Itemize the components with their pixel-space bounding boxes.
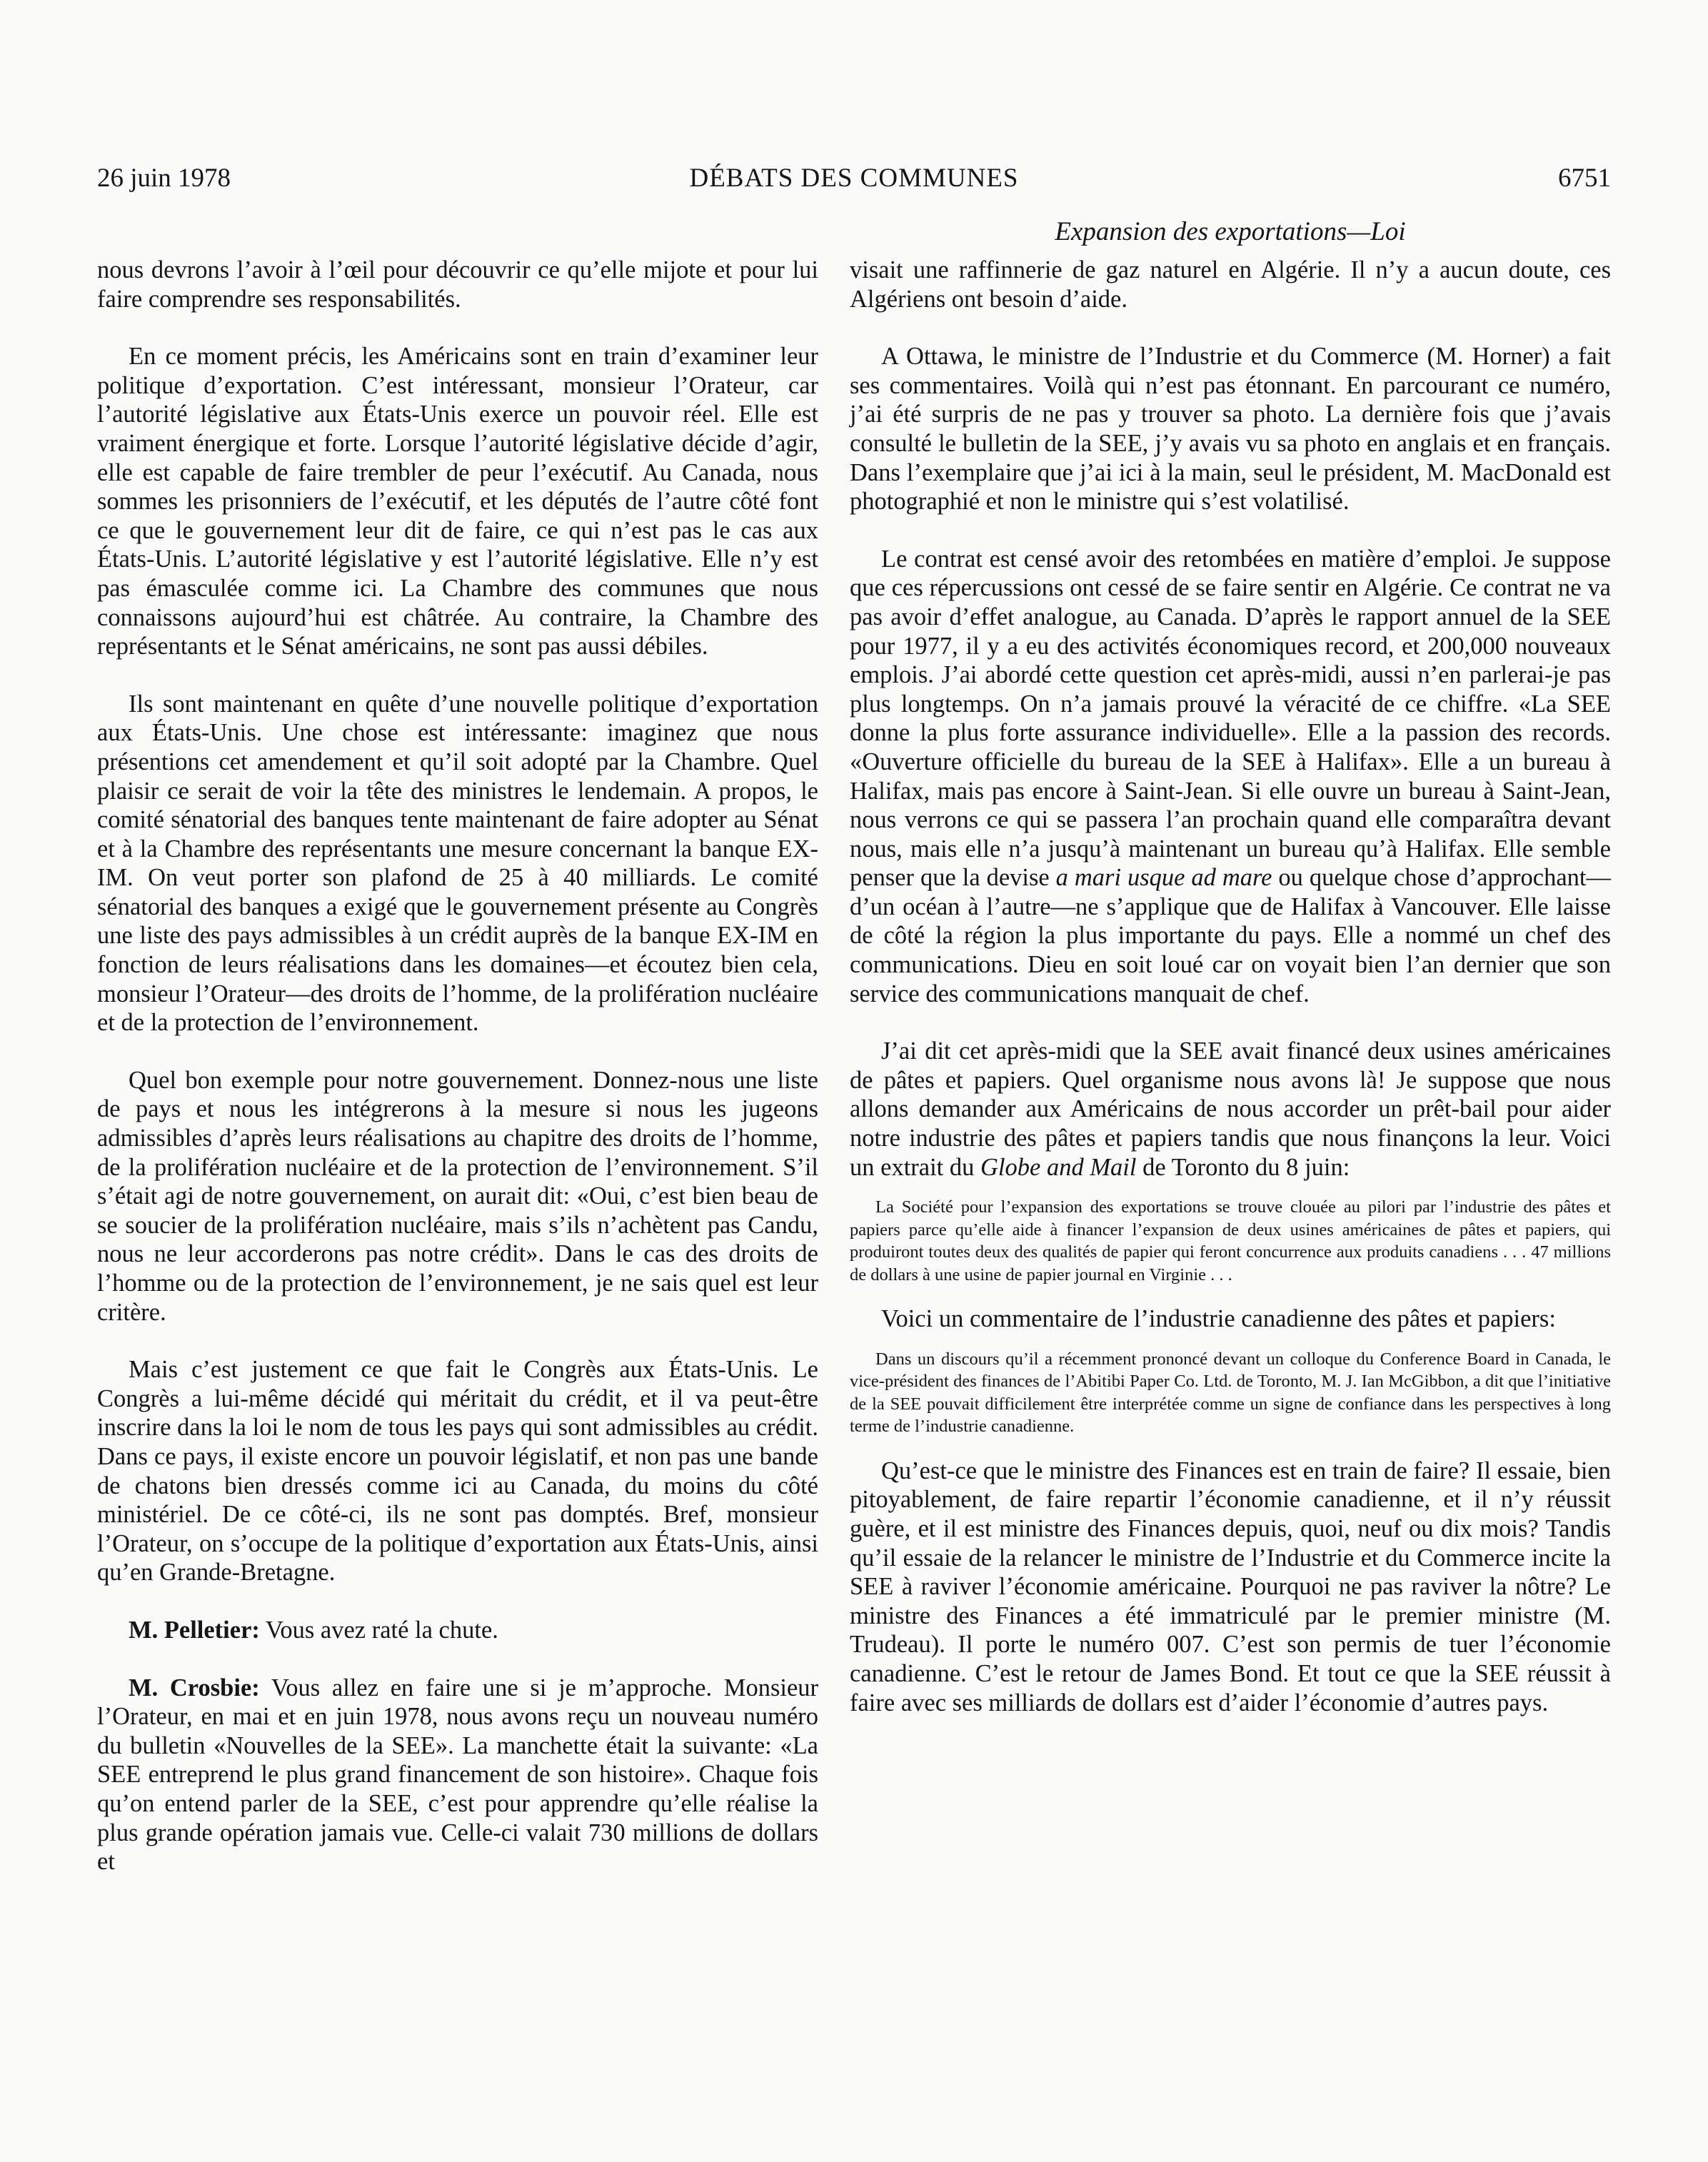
paragraph: A Ottawa, le ministre de l’Industrie et du Commerce (M. Horner) a fait ses commentaires. Voilà qui n’est pas étonnant. En parcourant ce numéro, j’ai été surpris de ne pas y trouver sa photo. La dernière fois que j’avais consulté le bulletin de la SEE, j’y avais vu sa photo en anglais et en français. Dans l’exemplaire que j’ai ici à la main, seul le président, M. MacDonald est photographié et non le ministre qui s’est volatilisé. (850, 343, 1611, 516)
block-quote: La Société pour l’expansion des exportations se trouve clouée au pilori par l’industrie des pâtes et papiers parce qu’elle aide à financer l’expansion de deux usines américaines de pâtes et papiers, qui produiront toutes deux des qualités de papier qui feront concurrence aux produits canadiens . . . 47 millions de dollars à une usine de papier journal en Virginie . . . (850, 1197, 1611, 1284)
header-title: DÉBATS DES COMMUNES (689, 164, 1019, 193)
speech-text: Vous avez raté la chute. (259, 1616, 498, 1644)
speaker-name: M. Crosbie: (129, 1674, 260, 1701)
paragraph: Mais c’est justement ce que fait le Congrès aux États-Unis. Le Congrès a lui-même décidé qui méritait du crédit, et il va peut-être inscrire dans la loi le nom de tous les pays qui sont admissibles au crédit. Dans ce pays, il existe encore un pouvoir législatif, et non pas une bande de chatons bien dressés comme ici au Canada, du moins du côté ministériel. De ce côté-ci, ils ne sont pas domptés. Bref, monsieur l’Orateur, on s’occupe de la politique d’exportation aux États-Unis, ainsi qu’en Grande-Bretagne. (97, 1356, 818, 1587)
speech-paragraph (97, 1674, 818, 1876)
page-header (97, 163, 1611, 198)
left-column (97, 256, 818, 1905)
paragraph: Ils sont maintenant en quête d’une nouvelle politique d’exportation aux États-Unis. Une chose est intéressante: imaginez que nous présentions cet amendement et qu’il soit adopté par la Chambre. Quel plaisir ce serait de voir la tête des ministres le lendemain. A propos, le comité sénatorial des banques tente maintenant de faire adopter au Sénat et à la Chambre des représentants une mesure concernant la banque EX-IM. On veut porter son plafond de 25 à 40 milliards. Le comité sénatorial des banques a exigé que le gouvernement présente au Congrès une liste des pays admissibles à un crédit auprès de la banque EX-IM en fonction de leurs réalisations dans les domaines—et écoutez bien cela, monsieur l’Orateur—des droits de l’homme, de la prolifération nucléaire et de la protection de l’environnement. (97, 690, 818, 1037)
paragraph-text: de Toronto du 8 juin: (1136, 1153, 1350, 1181)
paragraph: En ce moment précis, les Américains sont en train d’examiner leur politique d’exportation. C’est intéressant, monsieur l’Orateur, car l’autorité législative aux États-Unis exerce un pouvoir réel. Elle est vraiment énergique et forte. Lorsque l’autorité législative décide d’agir, elle est capable de faire trembler de peur l’exécutif. Au Canada, nous sommes les prisonniers de l’exécutif, et les députés de l’autre côté font ce que le gouvernement leur dit de faire, ce qui n’est pas le cas aux États-Unis. L’autorité législative y est l’autorité législative. Elle n’y est pas émasculée comme ici. La Chambre des communes que nous connaissons aujourd’hui est châtrée. Au contraire, la Chambre des représentants et le Sénat américains, ne sont pas aussi débiles. (97, 343, 818, 660)
paragraph (850, 545, 1611, 1009)
speech-paragraph (97, 1616, 818, 1645)
paragraph: visait une raffinnerie de gaz naturel en Algérie. Il n’y a aucun doute, ces Algériens ont besoin d’aide. (850, 256, 1611, 313)
block-quote: Dans un discours qu’il a récemment prononcé devant un colloque du Conference Board in Canada, le vice-président des finances de l’Abitibi Paper Co. Ltd. de Toronto, M. J. Ian McGibbon, a dit que l’initiative de la SEE pouvait difficilement être interprétée comme un signe de confiance dans les perspectives à long terme de l’industrie canadienne. (850, 1349, 1611, 1437)
paragraph: Voici un commentaire de l’industrie canadienne des pâtes et papiers: (881, 1305, 1556, 1333)
speaker-name: M. Pelletier: (129, 1616, 260, 1644)
paragraph-text: Le contrat est censé avoir des retombées en matière d’emploi. Je suppose que ces répercussions ont cessé de se faire sentir en Algérie. Ce contrat ne va pas avoir d’effet analogue, au Canada. D’après le rapport annuel de la SEE pour 1977, il y a eu des activités économiques record, et 200,000 nouveaux emplois. J’ai abordé cette question cet après-midi, aussi n’en parlerai-je pas plus longtemps. On n’a jamais prouvé la véracité de ce chiffre. «La SEE donne la plus forte assurance individuelle». Elle a la passion des records. «Ouverture officielle du bureau de la SEE à Halifax». Elle a un bureau à Halifax, mais pas encore à Saint-Jean. Si elle ouvre un bureau à Saint-Jean, nous verrons ce qui se passera l’an prochain quand elle comparaîtra devant nous, mais elle n’a jusqu’à maintenant un bureau qu’à Halifax. Elle semble penser que la devise (850, 545, 1611, 892)
right-column (850, 256, 1611, 1746)
paragraph: nous devrons l’avoir à l’œil pour découvrir ce qu’elle mijote et pour lui faire comprendre ses responsabilités. (97, 256, 818, 313)
paragraph: Quel bon exemple pour notre gouvernement. Donnez-nous une liste de pays et nous les intégrerons à la mesure si nous les jugeons admissibles d’après leurs réalisations au chapitre des droits de l’homme, de la prolifération nucléaire et de la protection de l’environnement. S’il s’était agi de notre gouvernement, on aurait dit: «Oui, c’est bien beau de se soucier de la prolifération nucléaire, mais s’ils n’achètent pas Candu, nous ne leur accorderons pas notre crédit». Dans le cas des droits de l’homme ou de la protection de l’environnement, je ne sais quel est leur critère. (97, 1066, 818, 1326)
paragraph: Qu’est-ce que le ministre des Finances est en train de faire? Il essaie, bien pitoyablement, de faire repartir l’économie canadienne, et il n’y réussit guère, et il est ministre des Finances depuis, quoi, neuf ou dix mois? Tandis qu’il essaie de la relancer le ministre de l’Industrie et du Commerce incite la SEE à raviver l’économie américaine. Pourquoi ne pas raviver la nôtre? Le ministre des Finances a été immatriculé par le premier ministre (M. Trudeau). Il porte le numéro 007. C’est son permis de tuer l’économie canadienne. C’est le retour de James Bond. Et tout ce que la SEE réussit à faire avec ses milliards de dollars est d’aider l’économie d’autres pays. (850, 1457, 1611, 1716)
page-number: 6751 (1558, 164, 1611, 193)
section-subhead: Expansion des exportations—Loi (1055, 217, 1406, 246)
paragraph-text: J’ai dit cet après-midi que la SEE avait financé deux usines américaines de pâtes et papiers. Quel organisme nous avons là! Je suppose que nous allons demander aux Américains de nous accorder un prêt-bail pour aider notre industrie des pâtes et papiers tandis que nous finançons la leur. Voici un extrait du (850, 1037, 1611, 1181)
newspaper-title: Globe and Mail (980, 1153, 1137, 1181)
header-date: 26 juin 1978 (97, 164, 231, 193)
latin-motto: a mari usque ad mare (1055, 864, 1272, 892)
speech-text: Vous allez en faire une si je m’approche. Monsieur l’Orateur, en mai et en juin 1978, nous avons reçu un nouveau numéro du bulletin «Nouvelles de la SEE». La manchette était la suivante: «La SEE entreprend le plus grand financement de son histoire». Chaque fois qu’on entend parler de la SEE, c’est pour apprendre qu’elle réalise la plus grande opération jamais vue. Celle-ci valait 730 millions de dollars et (97, 1674, 819, 1876)
paragraph (850, 1037, 1611, 1182)
paragraph-text: ou quelque chose d’approchant—d’un océan à l’autre—ne s’applique que de Halifax à Vancouver. Elle laisse de côté la région la plus importante du pays. Elle a nommé un chef des communications. Dieu en soit loué car on voyait bien l’an dernier que son service des communications manquait de chef. (850, 864, 1611, 1007)
